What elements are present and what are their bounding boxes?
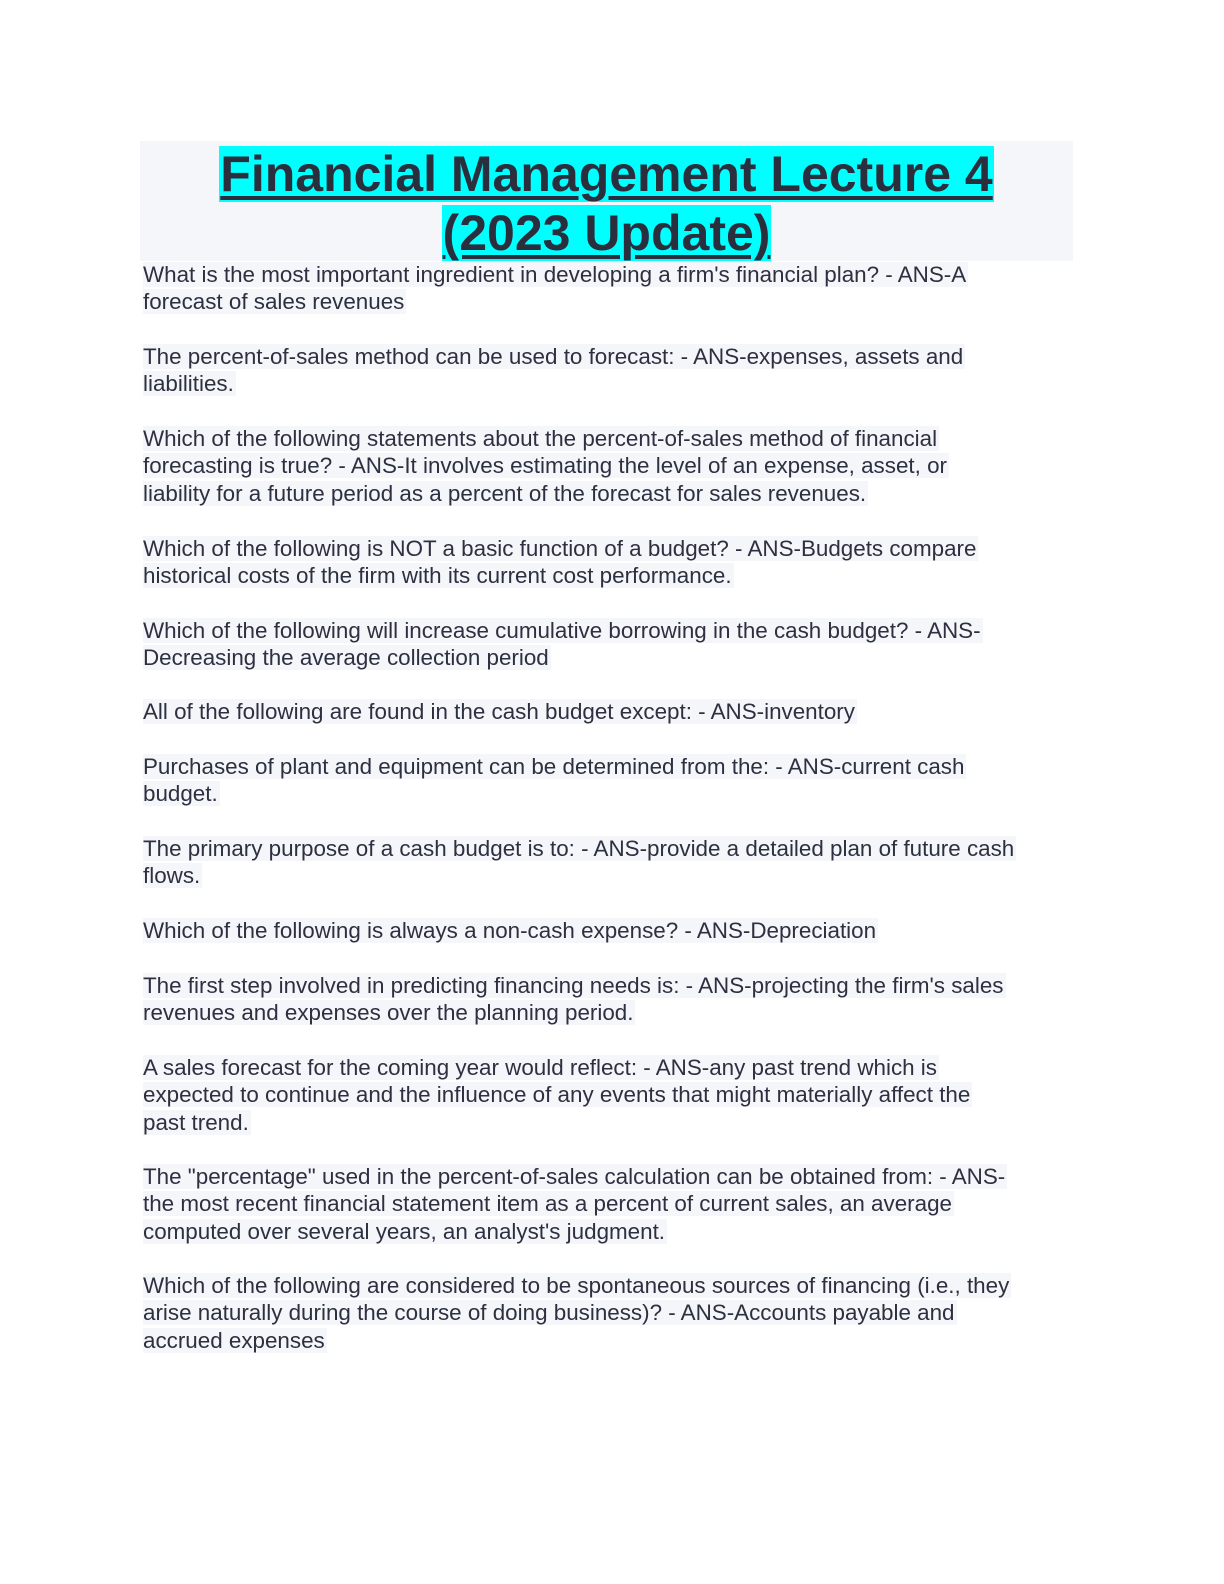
qa-item-12 xyxy=(143,1163,1083,1245)
qa-line: forecasting is true? - ANS-It involves estimating the level of an expense, asset, or xyxy=(143,453,947,479)
title-text: (2023 Update) xyxy=(442,205,771,261)
qa-line: The first step involved in predicting financing needs is: - ANS-projecting the firm's sales xyxy=(143,973,1004,998)
qa-line: forecast of sales revenues xyxy=(143,289,405,315)
qa-item-7 xyxy=(143,753,1083,808)
qa-line: Which of the following will increase cumulative borrowing in the cash budget? - ANS- xyxy=(143,618,981,643)
qa-item-6 xyxy=(143,698,1083,725)
qa-line: What is the most important ingredient in developing a firm's financial plan? - ANS-A xyxy=(143,262,967,287)
qa-item-8 xyxy=(143,835,1083,890)
qa-item-2 xyxy=(143,343,1083,398)
qa-line: computed over several years, an analyst's judgment. xyxy=(143,1218,666,1244)
qa-line: The percent-of-sales method can be used to forecast: - ANS-expenses, assets and xyxy=(143,344,964,369)
qa-line: A sales forecast for the coming year would reflect: - ANS-any past trend which is xyxy=(143,1055,937,1080)
qa-item-4 xyxy=(143,535,1083,590)
qa-item-9 xyxy=(143,917,1083,944)
qa-line: the most recent financial statement item as a percent of current sales, an average xyxy=(143,1191,952,1217)
qa-line: past trend. xyxy=(143,1109,249,1135)
qa-line: arise naturally during the course of doing business)? - ANS-Accounts payable and xyxy=(143,1300,955,1326)
title-line-2 xyxy=(140,204,1073,262)
qa-line: Purchases of plant and equipment can be determined from the: - ANS-current cash xyxy=(143,754,965,779)
qa-line: flows. xyxy=(143,863,201,889)
qa-line: revenues and expenses over the planning period. xyxy=(143,1000,634,1026)
qa-line: The primary purpose of a cash budget is to: - ANS-provide a detailed plan of future cash xyxy=(143,836,1015,861)
qa-line: All of the following are found in the cash budget except: - ANS-inventory xyxy=(143,699,855,724)
qa-line: The "percentage" used in the percent-of-sales calculation can be obtained from: - ANS- xyxy=(143,1164,1006,1189)
qa-line: budget. xyxy=(143,781,218,807)
qa-item-10 xyxy=(143,972,1083,1027)
qa-item-5 xyxy=(143,617,1083,672)
qa-line: Which of the following is NOT a basic function of a budget? - ANS-Budgets compare xyxy=(143,536,977,561)
qa-line: accrued expenses xyxy=(143,1327,325,1353)
qa-line: liability for a future period as a percent of the forecast for sales revenues. xyxy=(143,480,867,506)
qa-line: Decreasing the average collection period xyxy=(143,645,549,671)
title-text: Financial Management Lecture 4 xyxy=(220,146,993,202)
qa-item-11 xyxy=(143,1054,1083,1136)
qa-line: historical costs of the firm with its current cost performance. xyxy=(143,563,732,589)
qa-line: expected to continue and the influence of any events that might materially affect the xyxy=(143,1082,971,1108)
qa-line: Which of the following statements about the percent-of-sales method of financial xyxy=(143,426,938,451)
qa-line: Which of the following is always a non-cash expense? - ANS-Depreciation xyxy=(143,918,877,943)
qa-item-1 xyxy=(143,261,1083,316)
title-line-1 xyxy=(140,145,1073,203)
qa-item-13 xyxy=(143,1272,1083,1354)
qa-item-3 xyxy=(143,425,1083,507)
qa-line: Which of the following are considered to be spontaneous sources of financing (i.e., they xyxy=(143,1273,1010,1298)
title-block xyxy=(140,141,1073,261)
qa-line: liabilities. xyxy=(143,371,234,397)
